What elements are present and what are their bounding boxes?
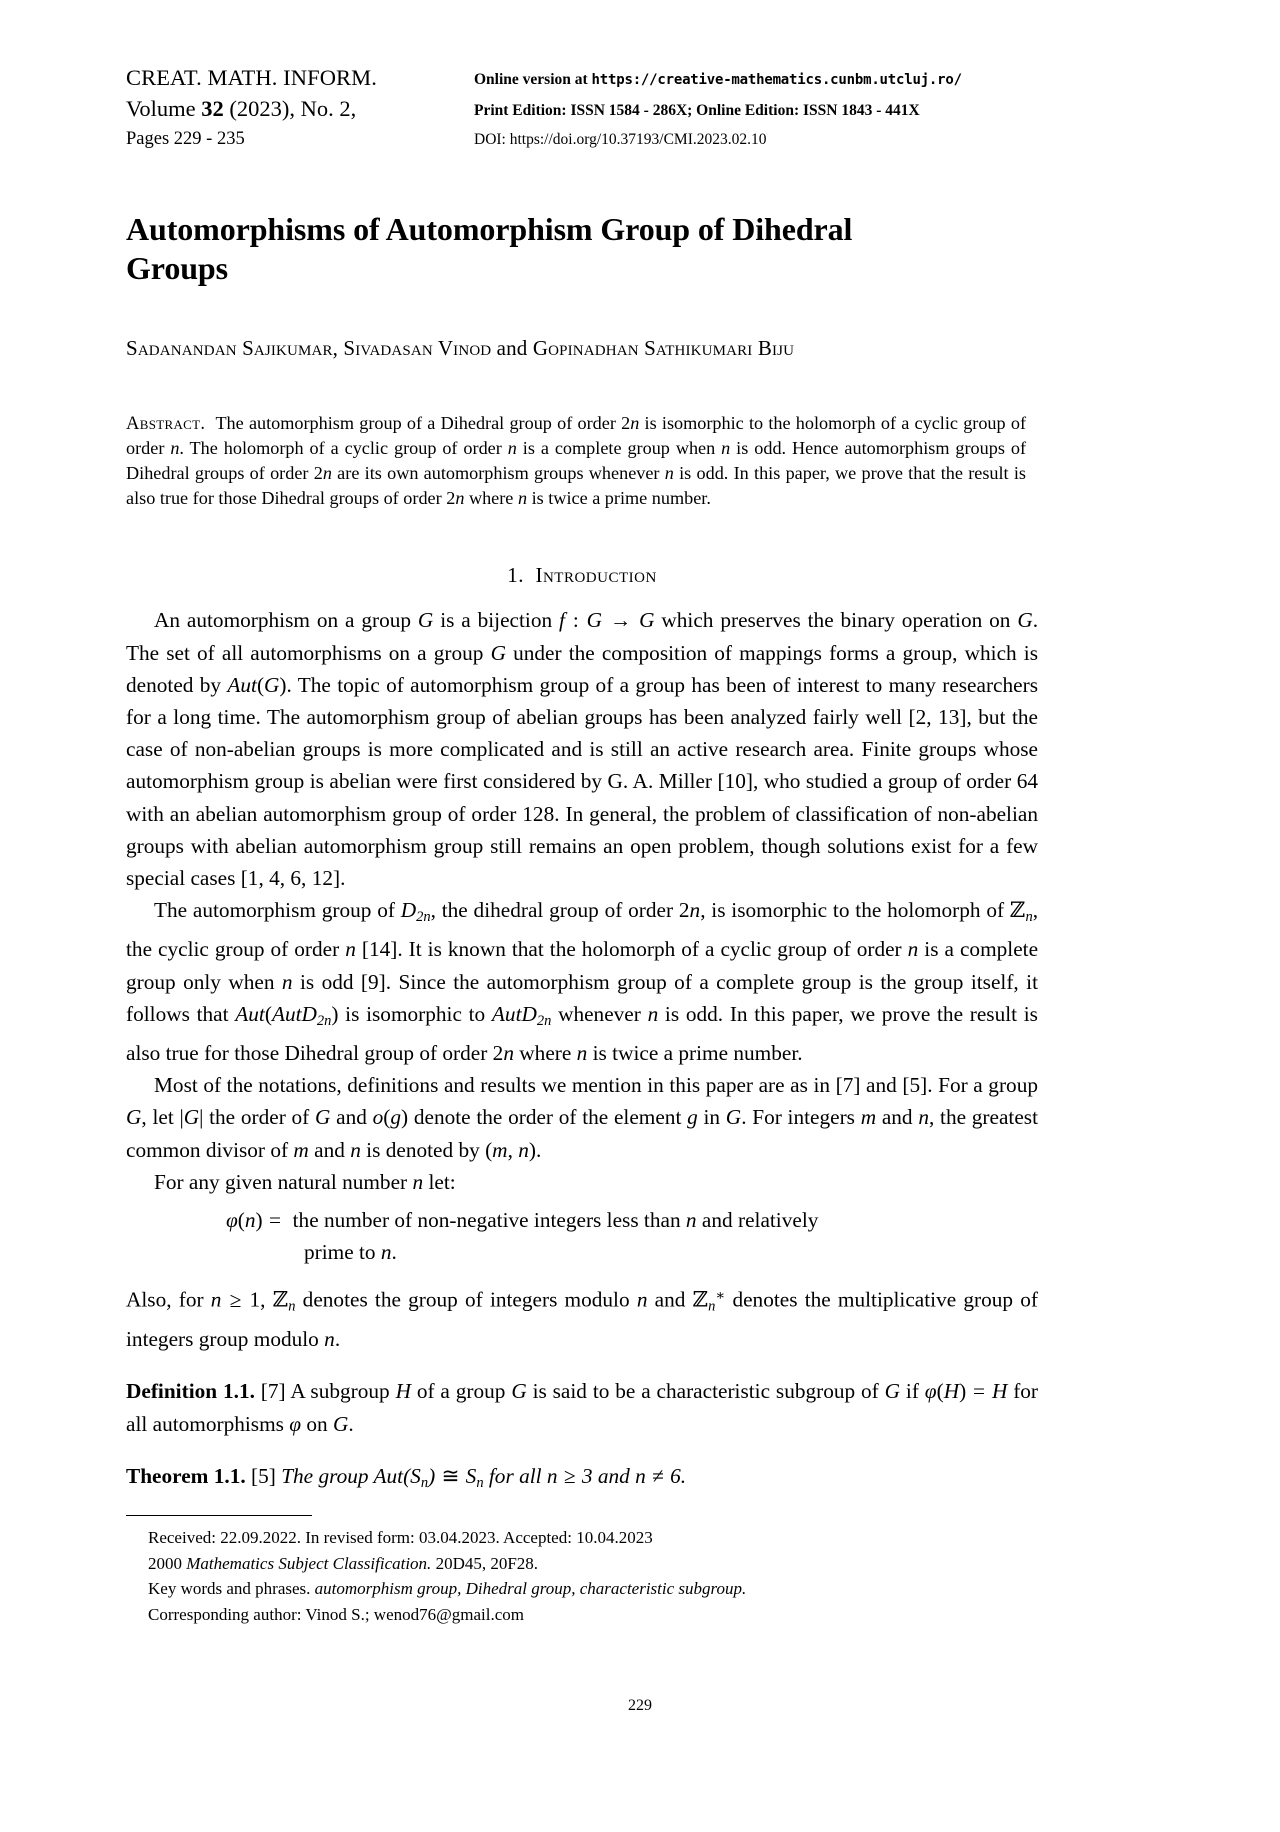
paragraph-5: Also, for n ≥ 1, ℤ$_n$ denotes the group of integers modulo n and ℤ$_n$∗ denotes the multiplicative group of integers group modulo n. [126,1287,1038,1352]
online-version-line [474,65,1038,96]
journal-masthead [126,62,1038,155]
footnote-received: Received: 22.09.2022. In revised form: 03.04.2023. Accepted: 10.04.2023 [148,1528,653,1548]
theorem-label: Theorem 1.1. [126,1463,246,1488]
equation-line-2: prime to n. [304,1240,397,1265]
abstract-block [126,411,1026,512]
msc-label: Mathematics Subject Classification. [186,1553,432,1573]
paragraph-2: The automorphism group of $D_{2n}$, the dihedral group of order 2n, is isomorphic to the holomorph of ℤ$_n$, the cyclic group of order n [14]. It is known that the holomorph of a cyclic group of order n is a complete group only when n is odd [9]. Since the automorphism group of a complete group is the group itself, it follows that Aut(AutD$_{2n}$) is isomorphic to AutD$_{2n}$ whenever n is odd. In this paper, we prove the result is also true for those Dihedral group of order 2n where n is twice a prime number. [126,898,1039,1066]
journal-name: CREAT. MATH. INFORM. [126,65,377,90]
section-heading-introduction [126,563,1038,588]
page-number: 229 [628,1697,652,1714]
author-list [126,335,1038,361]
paragraph-4: For any given natural number n let: [154,1169,456,1194]
masthead-right-column [474,62,1038,155]
journal-volume-line [126,93,474,124]
section-number: 1. [507,563,524,588]
footnote-keywords [148,1576,1038,1602]
paragraph-1: An automorphism on a group G is a bijection f : G → G which preserves the binary operation on G. The set of all automorphisms on a group G under the composition of mappings forms a group, which is denoted by Aut(G). The topic of automorphism group of a group has been of interest to many researchers for a long time. The automorphism group of abelian groups has been analyzed fairly well [2, 13], but the case of non-abelian groups is more complicated and is still an active research area. Finite groups whose automorphism group is abelian were first considered by G. A. Miller [10], who studied a group of order 64 with an abelian automorphism group of order 128. In general, the problem of classification of non-abelian groups with abelian automorphism group still remains an open problem, though solutions exist for a few special cases [1, 4, 6, 12]. [126,608,1039,890]
volume-number: 32 [201,96,224,121]
journal-url[interactable]: https://creative-mathematics.cunbm.utcluj.ro/ [591,72,962,88]
definition-label: Definition 1.1. [126,1379,255,1404]
body-text-continued [126,1280,1038,1355]
body-text [126,604,1038,1198]
footnote-rule [126,1515,312,1516]
display-equation-phi [126,1204,1038,1268]
author-1: Sadanandan Sajikumar [126,335,333,360]
masthead-left-column [126,62,474,154]
doi-line[interactable]: DOI: https://doi.org/10.37193/CMI.2023.02.10 [474,131,767,148]
author-2: Sivadasan Vinod [343,335,492,360]
issn-line: Print Edition: ISSN 1584 - 286X; Online Edition: ISSN 1843 - 441X [474,101,920,119]
keywords-label: Key words and phrases. [148,1579,315,1599]
footnote-msc [148,1551,1038,1577]
paragraph-3: Most of the notations, definitions and results we mention in this paper are as in [7] and [5]. For a group G, let |G| the order of G and o(g) denote the order of the element g in G. For integers m and n, the greatest common divisor of m and n is denoted by (m, n). [126,1073,1038,1162]
footnote-corresponding-author: Corresponding author: Vinod S.; wenod76@gmail.com [148,1604,525,1624]
msc-codes: 20D45, 20F28. [431,1553,539,1573]
equation-line-1: φ(n) = the number of non-negative integers less than n and relatively [226,1208,819,1233]
definition-1-1 [126,1375,1038,1439]
abstract-label: Abstract. [126,412,206,434]
author-3: Gopinadhan Sathikumari Biju [532,335,795,360]
page-title: Automorphisms of Automorphism Group of Dihedral Groups [126,210,853,286]
online-version-label: Online version at [474,71,592,88]
volume-rest: (2023), No. 2, [223,96,357,121]
journal-pages: Pages 229 - 235 [126,129,245,149]
footnote-block [148,1525,1038,1627]
abstract-text: The automorphism group of a Dihedral group of order 2n is isomorphic to the holomorph of a cyclic group of order n. The holomorph of a cyclic group of order n is a complete group when n is odd. Hence automorphism groups of Dihedral groups of order 2n are its own automorphism groups whenever n is odd. In this paper, we prove that the result is also true for those Dihedral groups of order 2n where n is twice a prime number. [126,412,1027,509]
volume-prefix: Volume [126,96,202,121]
keywords-value: automorphism group, Dihedral group, characteristic subgroup. [314,1579,747,1599]
page-content [126,62,1038,1627]
author-separator-2: and [491,335,533,360]
definition-ref: [7] [260,1379,286,1404]
theorem-ref: [5] [251,1463,276,1488]
section-title: Introduction [535,563,657,588]
theorem-1-1 [126,1460,1038,1499]
msc-year: 2000 [148,1553,187,1573]
definition-text: A subgroup H of a group G is said to be a characteristic subgroup of G if φ(H) = H for all automorphisms φ on G. [126,1379,1039,1436]
author-separator-1: , [332,335,344,360]
theorem-text: The group $Aut(S_n)$ ≅ $S_n$ for all n ≥ 3 and n ≠ 6. [281,1463,687,1491]
